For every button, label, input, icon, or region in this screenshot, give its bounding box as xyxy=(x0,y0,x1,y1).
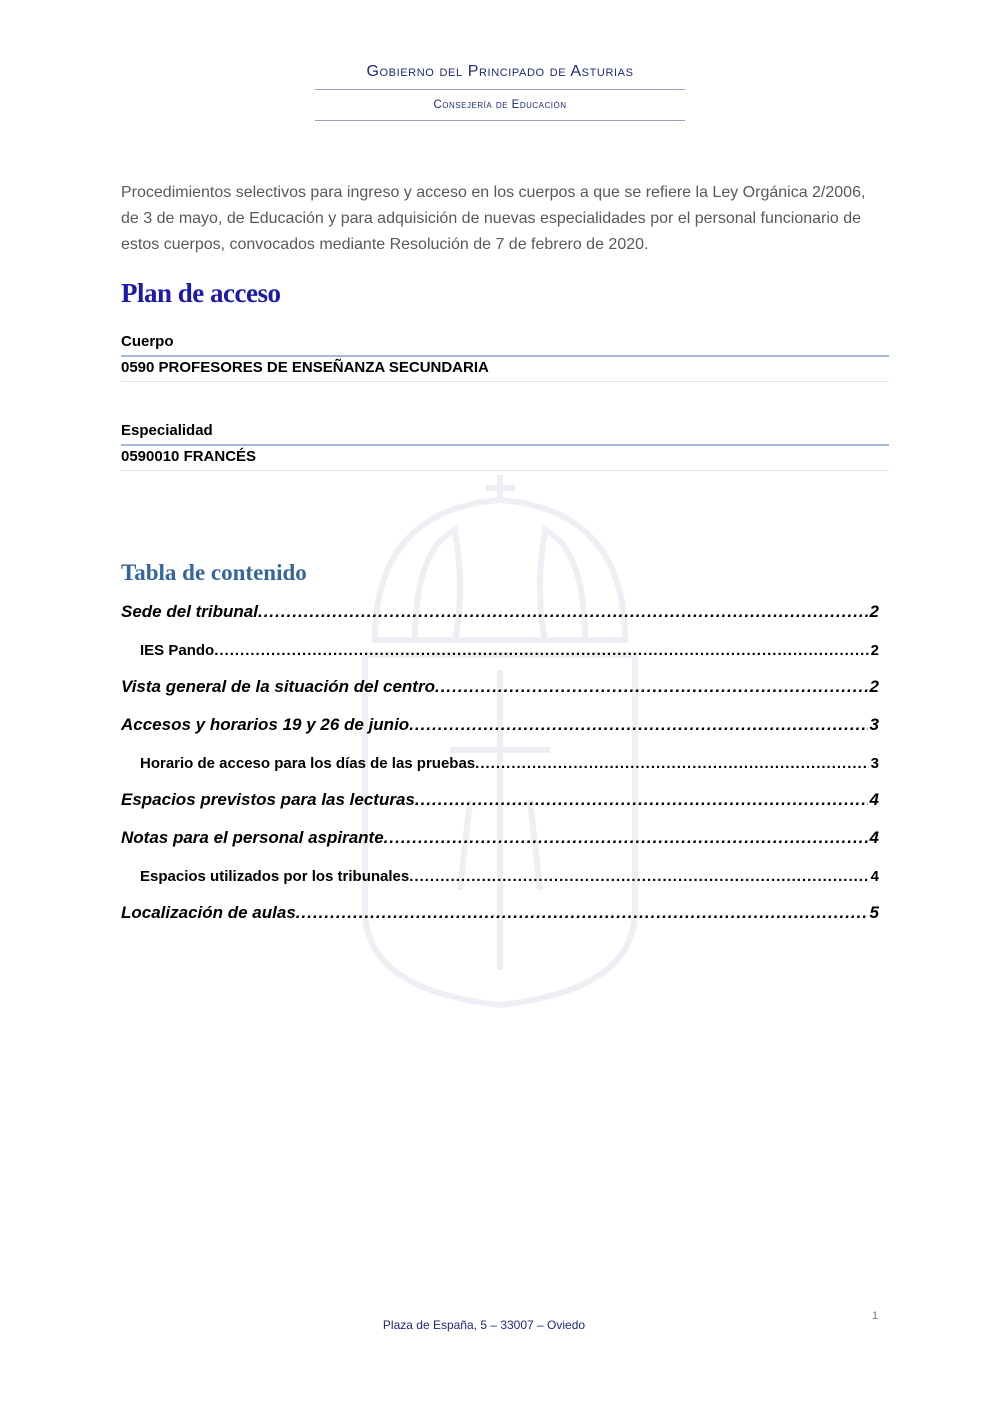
toc-entry-localizacion-aulas[interactable] xyxy=(121,903,879,923)
toc-leader xyxy=(214,642,868,659)
toc-leader xyxy=(475,755,869,772)
toc-leader xyxy=(258,602,868,622)
toc-entry-espacios-lecturas[interactable] xyxy=(121,790,879,810)
toc-entry-page: 4 xyxy=(870,868,879,885)
page-title: Plan de acceso xyxy=(121,278,281,308)
toc-entry-page: 3 xyxy=(870,755,879,772)
toc-entry-page: 4 xyxy=(869,790,879,809)
toc-entry-page: 2 xyxy=(869,602,879,621)
toc-entry-title: Accesos y horarios 19 y 26 de junio xyxy=(121,715,410,734)
especialidad-field xyxy=(121,420,889,471)
toc-entry-page: 4 xyxy=(869,828,879,847)
toc-title: Tabla de contenido xyxy=(121,560,307,585)
toc-entry-title: Espacios previstos para las lecturas xyxy=(121,790,415,809)
toc-entry-title: Notas para el personal aspirante xyxy=(121,828,384,847)
letterhead xyxy=(315,58,685,121)
toc-leader xyxy=(384,828,868,848)
toc-leader xyxy=(435,677,868,697)
especialidad-label: Especialidad xyxy=(121,420,889,446)
toc-entry-vista-general[interactable] xyxy=(121,677,879,697)
government-name: Gobierno del Principado de Asturias xyxy=(366,63,634,80)
toc-entry-title: Vista general de la situación del centro xyxy=(121,677,435,696)
toc-entry-page: 5 xyxy=(869,903,879,922)
letterhead-rule xyxy=(315,89,685,90)
cuerpo-field xyxy=(121,331,889,382)
toc-entry-ies-pando[interactable] xyxy=(121,642,879,659)
toc-entry-sede-del-tribunal[interactable] xyxy=(121,602,879,622)
toc-leader xyxy=(296,903,868,923)
toc-entry-title: Horario de acceso para los días de las pruebas xyxy=(140,755,476,772)
toc-entry-title: Espacios utilizados por los tribunales xyxy=(140,868,410,885)
toc-entry-notas-aspirante[interactable] xyxy=(121,828,879,848)
especialidad-value: 0590010 FRANCÉS xyxy=(121,446,889,471)
toc-entry-page: 2 xyxy=(869,677,879,696)
page-number: 1 xyxy=(872,1310,879,1322)
toc-entry-accesos-horarios[interactable] xyxy=(121,715,879,735)
toc-leader xyxy=(409,715,867,735)
toc-leader xyxy=(415,790,868,810)
footer-address: Plaza de España, 5 – 33007 – Oviedo xyxy=(382,1318,586,1332)
cuerpo-label: Cuerpo xyxy=(121,331,889,357)
toc-entry-title: IES Pando xyxy=(140,642,215,659)
toc-entry-horario-acceso[interactable] xyxy=(121,755,879,772)
toc-entry-title: Localización de aulas xyxy=(121,903,296,922)
toc-leader xyxy=(409,868,868,885)
department-name: Consejería de Educación xyxy=(433,99,567,111)
intro-paragraph: Procedimientos selectivos para ingreso y acceso en los cuerpos a que se refiere la Ley Orgánica 2/2006, de 3 de mayo, de Educación y para adquisición de nuevas especialidades por el personal funcionario de estos cuerpos, convocados mediante Resolución de 7 de febrero de 2020. xyxy=(121,184,866,253)
toc-entry-page: 3 xyxy=(869,715,879,734)
toc-entry-page: 2 xyxy=(870,642,879,659)
coat-of-arms-watermark xyxy=(355,470,645,1010)
letterhead-rule-bottom xyxy=(315,120,685,121)
toc-entry-espacios-tribunales[interactable] xyxy=(121,868,879,885)
cuerpo-value: 0590 PROFESORES DE ENSEÑANZA SECUNDARIA xyxy=(121,357,889,382)
toc-entry-title: Sede del tribunal xyxy=(121,602,258,621)
